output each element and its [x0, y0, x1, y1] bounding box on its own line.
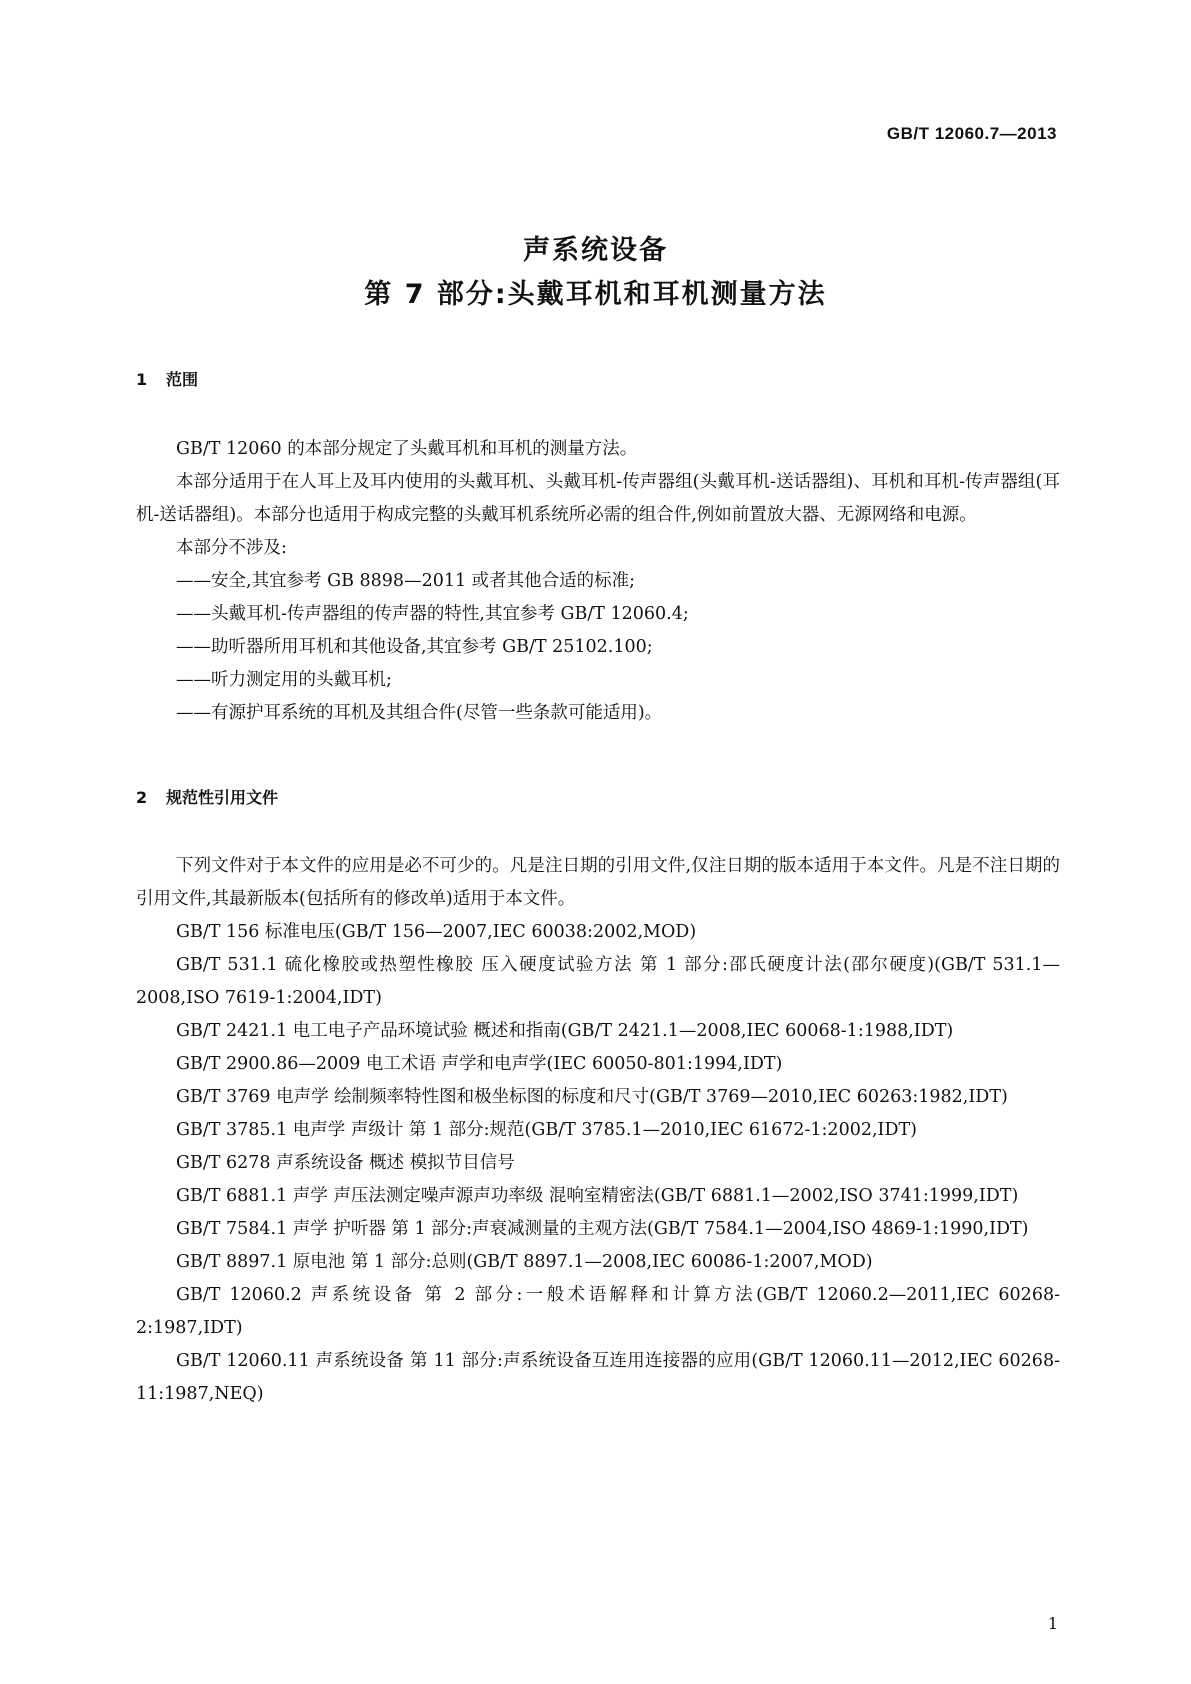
paragraph: 本部分适用于在人耳上及耳内使用的头戴耳机、头戴耳机-传声器组(头戴耳机-送话器组)、耳机和耳机-传声器组(耳机-送话器组)。本部分也适用于构成完整的头戴耳机系统所必需的组合件,例如前置放大器、无源网络和电源。 — [136, 472, 1060, 525]
section-1-number: 1 — [136, 370, 148, 389]
reference-item: GB/T 3785.1 电声学 声级计 第 1 部分:规范(GB/T 3785.1—2010,IEC 61672-1:2002,IDT) — [176, 1120, 917, 1140]
list-item: ——有源护耳系统的耳机及其组合件(尽管一些条款可能适用)。 — [176, 703, 663, 723]
reference-item: GB/T 8897.1 原电池 第 1 部分:总则(GB/T 8897.1—2008,IEC 60086-1:2007,MOD) — [176, 1252, 873, 1272]
list-item: ——助听器所用耳机和其他设备,其宜参考 GB/T 25102.100; — [176, 637, 653, 657]
reference-item: GB/T 156 标准电压(GB/T 156—2007,IEC 60038:2002,MOD) — [176, 922, 697, 942]
reference-item: GB/T 12060.11 声系统设备 第 11 部分:声系统设备互连用连接器的应用(GB/T 12060.11—2012,IEC 60268-11:1987,NEQ) — [136, 1351, 1060, 1404]
paragraph: 本部分不涉及: — [176, 538, 287, 558]
reference-item: GB/T 3769 电声学 绘制频率特性图和极坐标图的标度和尺寸(GB/T 3769—2010,IEC 60263:1982,IDT) — [176, 1087, 1008, 1107]
paragraph: GB/T 12060 的本部分规定了头戴耳机和耳机的测量方法。 — [176, 439, 638, 459]
section-2-number: 2 — [136, 788, 148, 807]
section-1-heading — [136, 367, 198, 390]
reference-item: GB/T 7584.1 声学 护听器 第 1 部分:声衰减测量的主观方法(GB/T 7584.1—2004,ISO 4869-1:1990,IDT) — [176, 1219, 1029, 1239]
section-2-title: 规范性引用文件 — [166, 788, 279, 807]
reference-item: GB/T 2421.1 电工电子产品环境试验 概述和指南(GB/T 2421.1—2008,IEC 60068-1:1988,IDT) — [176, 1021, 954, 1041]
reference-item: GB/T 12060.2 声系统设备 第 2 部分:一般术语解释和计算方法(GB/T 12060.2—2011,IEC 60268-2:1987,IDT) — [136, 1285, 1060, 1338]
paragraph: 下列文件对于本文件的应用是必不可少的。凡是注日期的引用文件,仅注日期的版本适用于本文件。凡是不注日期的引用文件,其最新版本(包括所有的修改单)适用于本文件。 — [136, 856, 1060, 909]
document-title-part: 第 7 部分:头戴耳机和耳机测量方法 — [364, 279, 827, 310]
document-title-main: 声系统设备 — [523, 235, 668, 266]
reference-item: GB/T 6278 声系统设备 概述 模拟节目信号 — [176, 1153, 515, 1173]
reference-item: GB/T 531.1 硫化橡胶或热塑性橡胶 压入硬度试验方法 第 1 部分:邵氏硬度计法(邵尔硬度)(GB/T 531.1—2008,ISO 7619-1:2004,IDT) — [136, 955, 1060, 1008]
list-item: ——听力测定用的头戴耳机; — [176, 670, 392, 690]
list-item: ——头戴耳机-传声器组的传声器的特性,其宜参考 GB/T 12060.4; — [176, 604, 689, 624]
section-1-title: 范围 — [166, 370, 199, 389]
section-2-heading — [136, 785, 278, 808]
reference-item: GB/T 6881.1 声学 声压法测定噪声源声功率级 混响室精密法(GB/T 6881.1—2002,ISO 3741:1999,IDT) — [176, 1186, 1019, 1206]
reference-item: GB/T 2900.86—2009 电工术语 声学和电声学(IEC 60050-801:1994,IDT) — [176, 1054, 783, 1074]
page-number: 1 — [1047, 1614, 1058, 1633]
standard-number-header: GB/T 12060.7—2013 — [886, 124, 1057, 143]
section-1-body — [136, 433, 1060, 730]
section-2-body — [136, 850, 1060, 1411]
list-item: ——安全,其宜参考 GB 8898—2011 或者其他合适的标准; — [176, 571, 636, 591]
